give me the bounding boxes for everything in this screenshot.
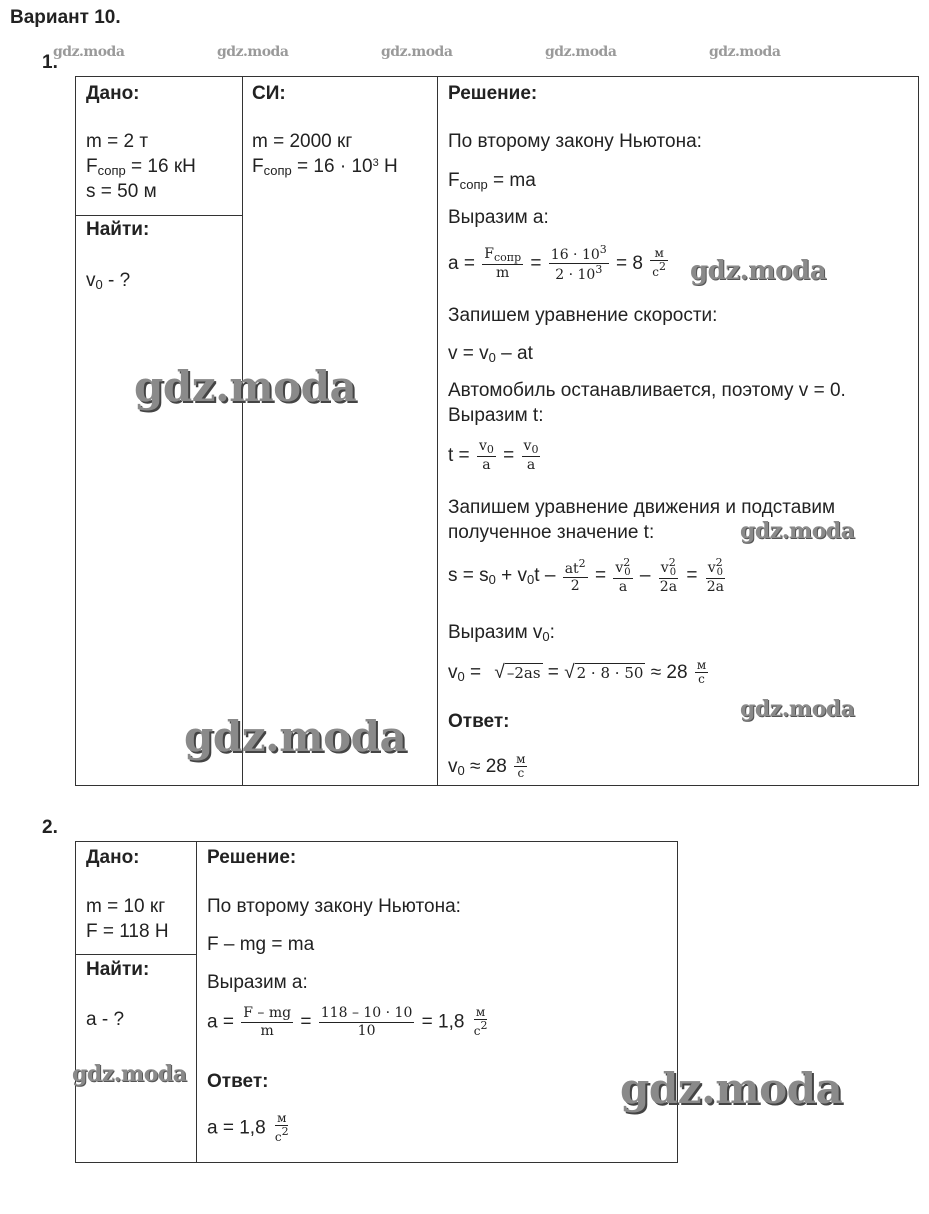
given-mass: m = 10 кг <box>86 896 166 917</box>
solution-line: Выразим a: <box>207 972 308 993</box>
given-distance: s = 50 м <box>86 181 157 202</box>
answer-heading: Ответ: <box>207 1071 269 1092</box>
watermark: gdz.moda <box>184 712 407 761</box>
solution-line: Запишем уравнение скорости: <box>448 305 718 326</box>
watermark: gdz.moda <box>53 44 125 60</box>
given-mass: m = 2 т <box>86 131 149 152</box>
column-divider <box>196 842 197 1162</box>
solution-line: полученное значение t: <box>448 522 655 543</box>
find-heading: Найти: <box>86 219 150 240</box>
watermark: gdz.moda <box>72 1061 187 1087</box>
given-force: $F_{сопр} = 16$ кН <box>86 156 196 178</box>
row-divider <box>76 215 242 216</box>
solution-line: Запишем уравнение движения и подставим <box>448 497 836 518</box>
given-heading: Дано: <box>86 83 140 104</box>
solution-line: Выразим t: <box>448 405 544 426</box>
si-mass: m = 2000 кг <box>252 131 353 152</box>
watermark: gdz.moda <box>690 256 827 286</box>
solution-heading: Решение: <box>448 83 538 104</box>
watermark: gdz.moda <box>620 1064 843 1113</box>
page-title: Вариант 10. <box>10 7 121 28</box>
find-heading: Найти: <box>86 959 150 980</box>
answer-heading: Ответ: <box>448 711 510 732</box>
problem-2-number: 2. <box>42 817 58 838</box>
si-force: $F_{сопр} = 16 \cdot 10^3$ Н <box>252 156 398 178</box>
watermark: gdz.moda <box>217 44 289 60</box>
find-value: $v_0$ - ? <box>86 270 131 292</box>
given-heading: Дано: <box>86 847 140 868</box>
problem-1-number: 1. <box>42 52 58 73</box>
equation-acceleration: a = $\frac{F - mg}{m}$ = $\frac{118 - 10 \cdot 10}{10}$ = 1,8 $\frac{м}{с^2}$ <box>207 1005 488 1039</box>
solution-line: По второму закону Ньютона: <box>448 131 702 152</box>
watermark: gdz.moda <box>709 44 781 60</box>
column-divider <box>437 77 438 785</box>
solution-line: Автомобиль останавливается, поэтому v = 0. <box>448 380 846 401</box>
solution-line: По второму закону Ньютона: <box>207 896 461 917</box>
column-divider <box>242 77 243 785</box>
solution-line: Выразим $v_0$: <box>448 622 555 644</box>
equation-acceleration: a = $\frac{F_{сопр}}{m}$ = $\frac{16 \cdot 10^3}{2 \cdot 10^3}$ = 8 $\frac{м}{с^2}$ <box>448 243 667 284</box>
problem-2-table <box>75 841 678 1163</box>
watermark: gdz.moda <box>545 44 617 60</box>
row-divider <box>76 954 196 955</box>
find-value: a - ? <box>86 1009 125 1030</box>
given-force: F = 118 Н <box>86 921 169 942</box>
solution-line: Выразим a: <box>448 207 549 228</box>
answer-value: $v_0 \approx 28$ $\frac{м}{с}$ <box>448 752 526 781</box>
solution-line: $v = v_0$ – at <box>448 343 533 365</box>
solution-line: $F_{сопр}$ = ma <box>448 170 536 192</box>
watermark: gdz.moda <box>134 362 357 411</box>
si-heading: СИ: <box>252 83 286 104</box>
watermark: gdz.moda <box>740 518 855 544</box>
solution-heading: Решение: <box>207 847 297 868</box>
equation-distance: $s = s_0 + v_0t$ – $\frac{at^2}{2}$ = $\frac{v^2_0}{a}$ – $\frac{v^2_0}{2a}$ = $\frac{v^2_0}{2a}$ <box>448 556 724 595</box>
answer-value: a = 1,8 $\frac{м}{с^2}$ <box>207 1111 289 1145</box>
equation-time: t = $\frac{v_0}{a}$ = $\frac{v_0}{a}$ <box>448 438 539 474</box>
watermark: gdz.moda <box>381 44 453 60</box>
problem-1-table <box>75 76 919 786</box>
watermark: gdz.moda <box>740 696 855 722</box>
solution-line: F – mg = ma <box>207 934 315 955</box>
equation-velocity: $v_0$ = √ –2as = √ 2 · 8 · 50 ≈ 28 $\frac{м}{с}$ <box>448 658 707 687</box>
